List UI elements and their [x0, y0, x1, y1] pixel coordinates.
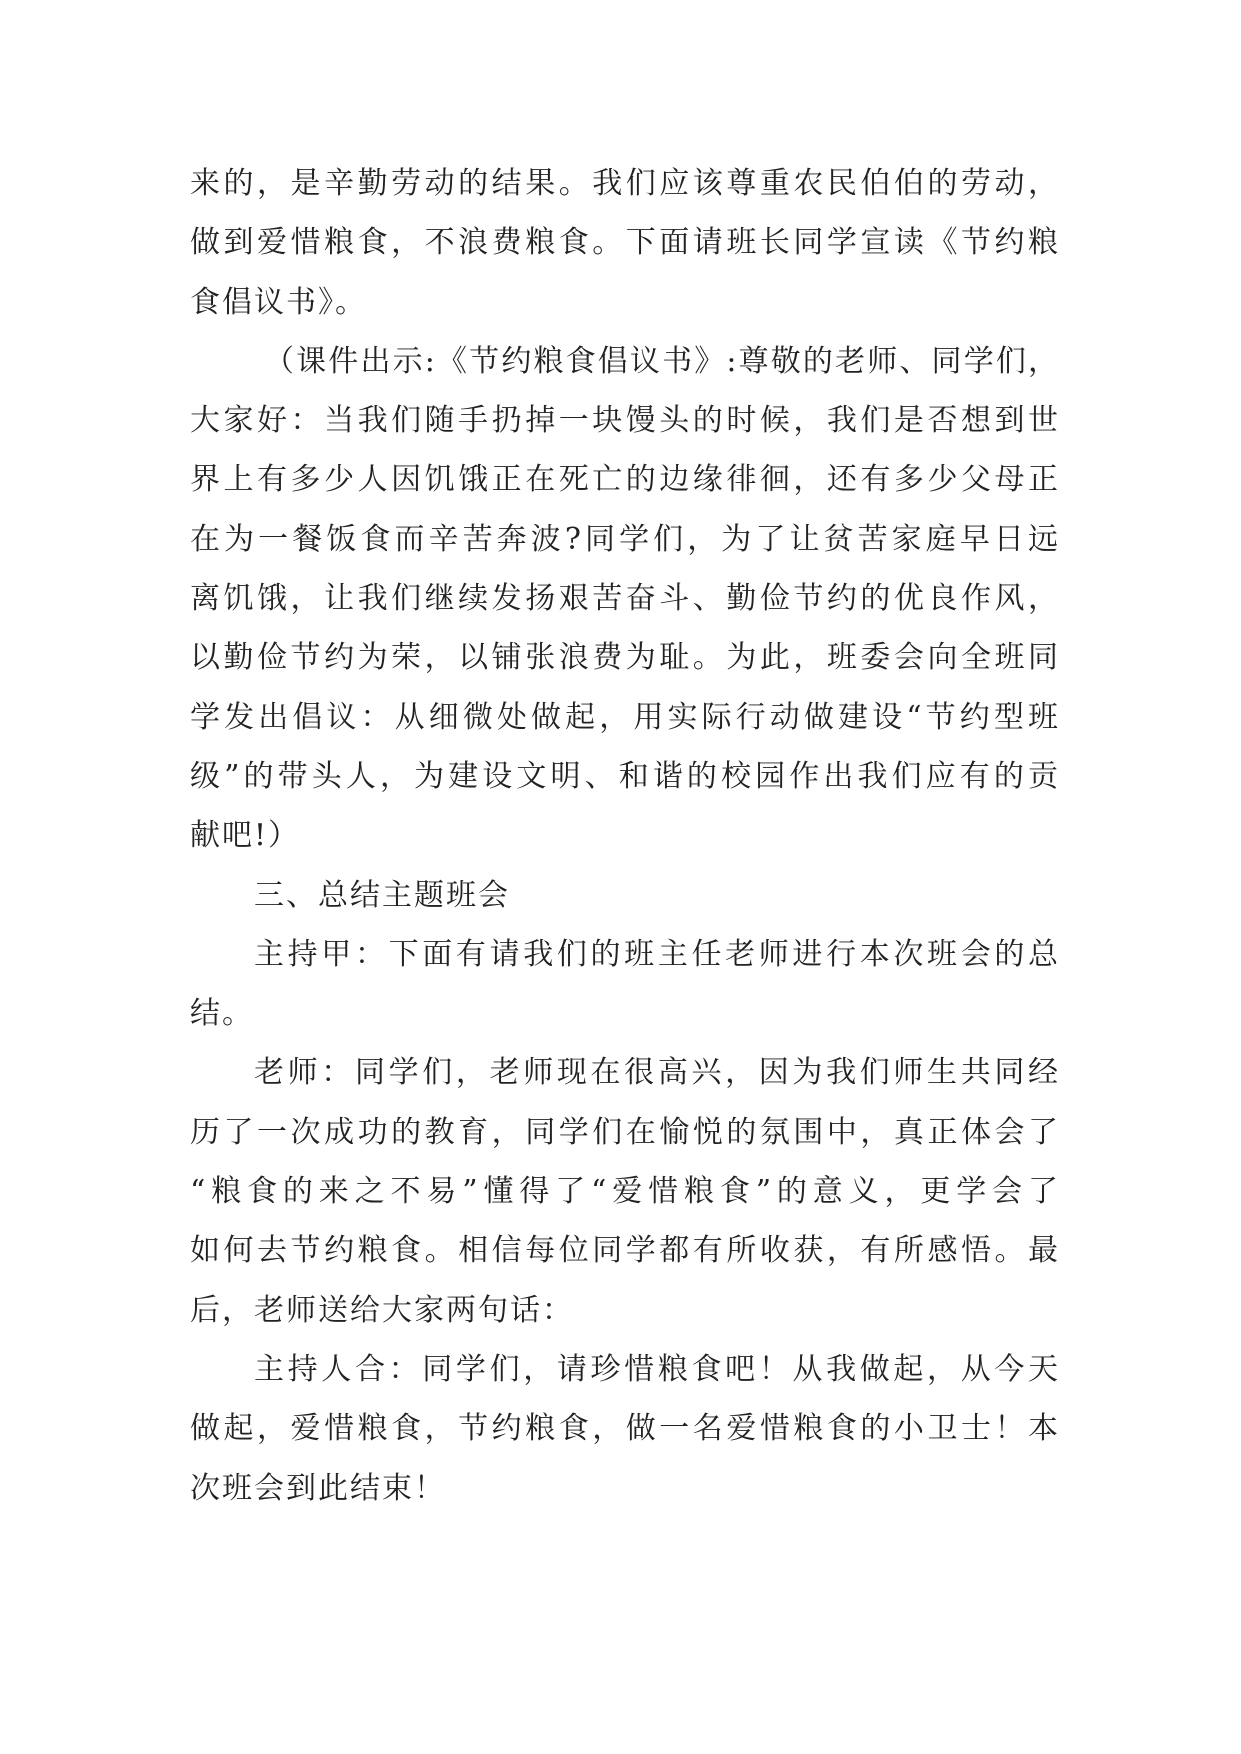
text-line: （课件出示:《节约粮食倡议书》:尊敬的老师、同学们， [264, 343, 1060, 379]
text-line: “粮食的来之不易”懂得了“爱惜粮食”的意义，更学会了 [190, 1174, 1060, 1210]
document-body [190, 154, 1060, 1518]
text-line: 离饥饿，让我们继续发扬艰苦奋斗、勤俭节约的优良作风， [190, 581, 1060, 617]
text-line: 次班会到此结束！ [190, 1470, 446, 1506]
text-line: 献吧!） [190, 818, 301, 854]
text-line: 做起，爱惜粮食，节约粮食，做一名爱惜粮食的小卫士！本 [190, 1411, 1060, 1447]
text-line: 老师：同学们，老师现在很高兴，因为我们师生共同经 [254, 1055, 1060, 1091]
text-line: 主持人合：同学们，请珍惜粮食吧！从我做起，从今天 [254, 1351, 1060, 1387]
text-line: 主持甲：下面有请我们的班主任老师进行本次班会的总 [254, 936, 1060, 972]
text-line: 历了一次成功的教育，同学们在愉悦的氛围中，真正体会了 [190, 1114, 1060, 1150]
text-line: 级”的带头人，为建设文明、和谐的校园作出我们应有的贡 [190, 758, 1060, 794]
text-line: 食倡议书》。 [190, 284, 367, 320]
text-line: 学发出倡议：从细微处做起，用实际行动做建设“节约型班 [190, 699, 1060, 735]
text-line: 来的，是辛勤劳动的结果。我们应该尊重农民伯伯的劳动， [190, 166, 1060, 201]
text-line: 做到爱惜粮食，不浪费粮食。下面请班长同学宣读《节约粮 [190, 225, 1060, 261]
text-line: 大家好：当我们随手扔掉一块馒头的时候，我们是否想到世 [190, 403, 1060, 439]
text-line: 如何去节约粮食。相信每位同学都有所收获，有所感悟。最 [190, 1233, 1060, 1269]
text-line: 以勤俭节约为荣，以铺张浪费为耻。为此，班委会向全班同 [190, 640, 1060, 676]
text-line: 后，老师送给大家两句话： [190, 1292, 574, 1328]
section-heading: 三、总结主题班会 [254, 877, 510, 913]
text-line: 在为一餐饭食而辛苦奔波?同学们，为了让贫苦家庭早日远 [190, 521, 1060, 557]
text-line: 界上有多少人因饥饿正在死亡的边缘徘徊，还有多少父母正 [190, 462, 1060, 498]
text-line: 结。 [190, 996, 254, 1032]
